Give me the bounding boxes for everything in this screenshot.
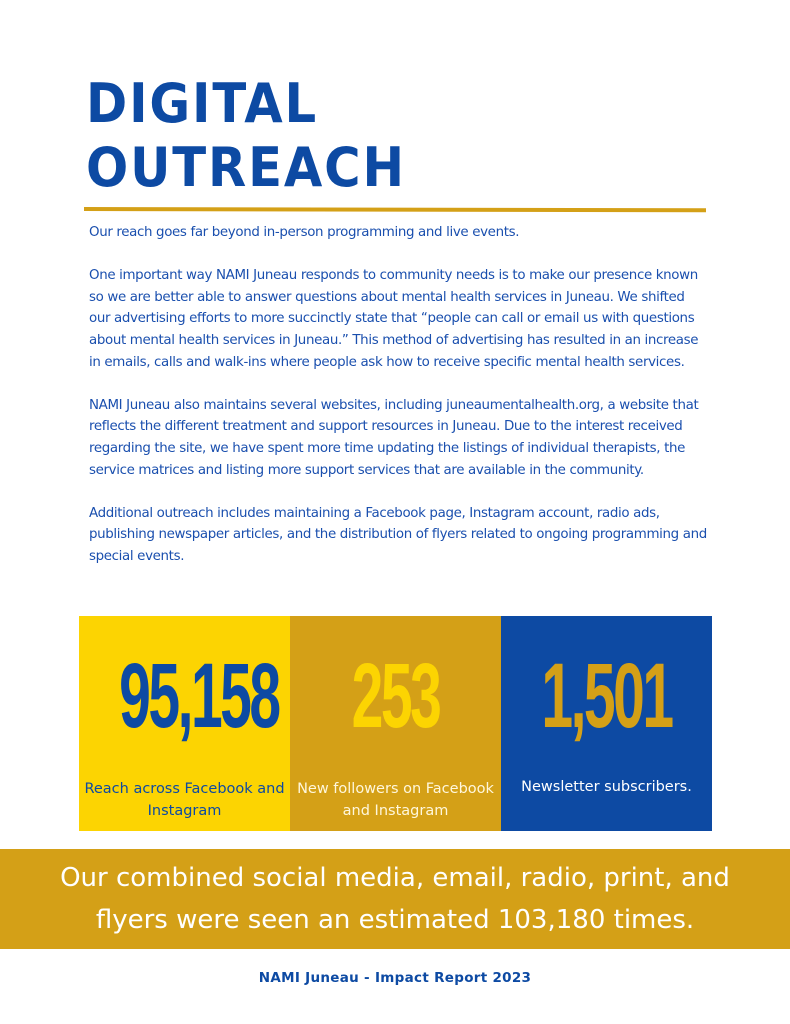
stat-newsletter-label: Newsletter subscribers.	[521, 779, 692, 795]
paragraph-websites: NAMI Juneau also maintains several websites, including juneaumentalhealth.org, a website that reflects the different treatment and support resources in Juneau. Due to the interest received regarding the site, we have spent more time updating the listings of individual therapists, the service matrices and listing more support services that are available in the community.	[89, 397, 699, 478]
stat-new-followers-value: 253	[351, 645, 440, 747]
stat-newsletter-value: 1,501	[541, 645, 672, 747]
stat-new-followers	[290, 616, 501, 831]
title-divider	[84, 207, 706, 212]
summary-banner-text: Our combined social media, email, radio, print, and flyers were seen an estimated 103,180 times.	[60, 863, 730, 935]
page-title-line-1: DIGITAL	[86, 72, 319, 135]
stat-reach-label: Reach across Facebook and Instagram	[84, 781, 285, 819]
page-footer: NAMI Juneau - Impact Report 2023	[258, 970, 532, 986]
stat-newsletter	[501, 616, 712, 831]
body-text	[89, 222, 709, 589]
summary-banner	[0, 849, 790, 949]
paragraph-additional-outreach: Additional outreach includes maintaining a Facebook page, Instagram account, radio ads, publishing newspaper articles, and the distribution of flyers related to ongoing programming and special events.	[89, 505, 707, 564]
stat-new-followers-label: New followers on Facebook and Instagram	[297, 781, 494, 819]
stats-row	[79, 616, 712, 831]
stat-reach	[79, 616, 290, 831]
page-title-line-2: OUTREACH	[86, 136, 406, 199]
stat-reach-value: 95,158	[119, 645, 279, 747]
paragraph-intro: Our reach goes far beyond in-person programming and live events.	[89, 225, 520, 240]
page-title	[86, 72, 406, 200]
paragraph-advertising: One important way NAMI Juneau responds to community needs is to make our presence known so we are better able to answer questions about mental health services in Juneau. We shifted our advertising efforts to more succinctly state that “people can call or email us with questions about mental health services in Juneau.” This method of advertising has resulted in an increase in emails, calls and walk-ins where people ask how to receive specific mental health services.	[89, 268, 699, 370]
